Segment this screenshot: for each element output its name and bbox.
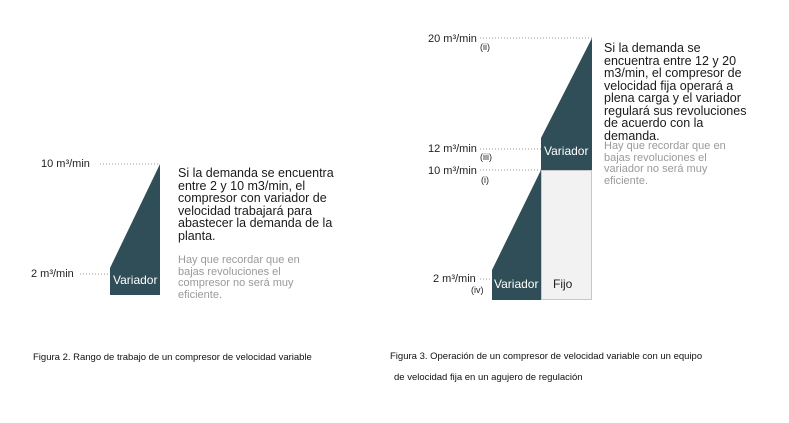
fig2-label-2: 2 m³/min bbox=[31, 268, 74, 280]
fig3-label-2: 2 m³/min bbox=[433, 273, 476, 285]
fig2-note: Hay que recordar que en bajas revoluciones el compresor no será muy eficiente. bbox=[178, 254, 300, 301]
fig3-caption-line2: de velocidad fija en un agujero de regulación bbox=[394, 372, 583, 383]
fig3-tag-i: (i) bbox=[481, 175, 489, 185]
fig3-tag-iv: (iv) bbox=[471, 285, 484, 295]
fig2-variador-label: Variador bbox=[113, 273, 158, 287]
fig3-description: Si la demanda se encuentra entre 12 y 20 m3/min, el compresor de velocidad fija operará a plena carga y el variador regulará sus revoluciones de acuerdo con la demanda. bbox=[604, 41, 747, 143]
fig3-tag-iii: (iii) bbox=[480, 152, 492, 162]
fig3-note: Hay que recordar que en bajas revoluciones el variador no será muy eficiente. bbox=[604, 140, 726, 187]
fig3-label-12: 12 m³/min bbox=[428, 143, 477, 155]
fig2-label-10: 10 m³/min bbox=[41, 158, 90, 170]
fig2-description: Si la demanda se encuentra entre 2 y 10 m3/min, el compresor con variador de velocidad trabajará para abastecer la demanda de la planta. bbox=[178, 166, 334, 243]
fig3-upper-variador-label: Variador bbox=[544, 144, 589, 158]
fig3-fixed-label: Fijo bbox=[553, 277, 573, 291]
fig3-lower-variador-label: Variador bbox=[494, 277, 539, 291]
fig3-caption-line1: Figura 3. Operación de un compresor de velocidad variable con un equipo bbox=[390, 351, 703, 362]
fig3-label-20: 20 m³/min bbox=[428, 33, 477, 45]
fig3-tag-ii: (ii) bbox=[480, 42, 490, 52]
fig2-caption: Figura 2. Rango de trabajo de un compresor de velocidad variable bbox=[33, 352, 312, 363]
fig3-label-10: 10 m³/min bbox=[428, 165, 477, 177]
